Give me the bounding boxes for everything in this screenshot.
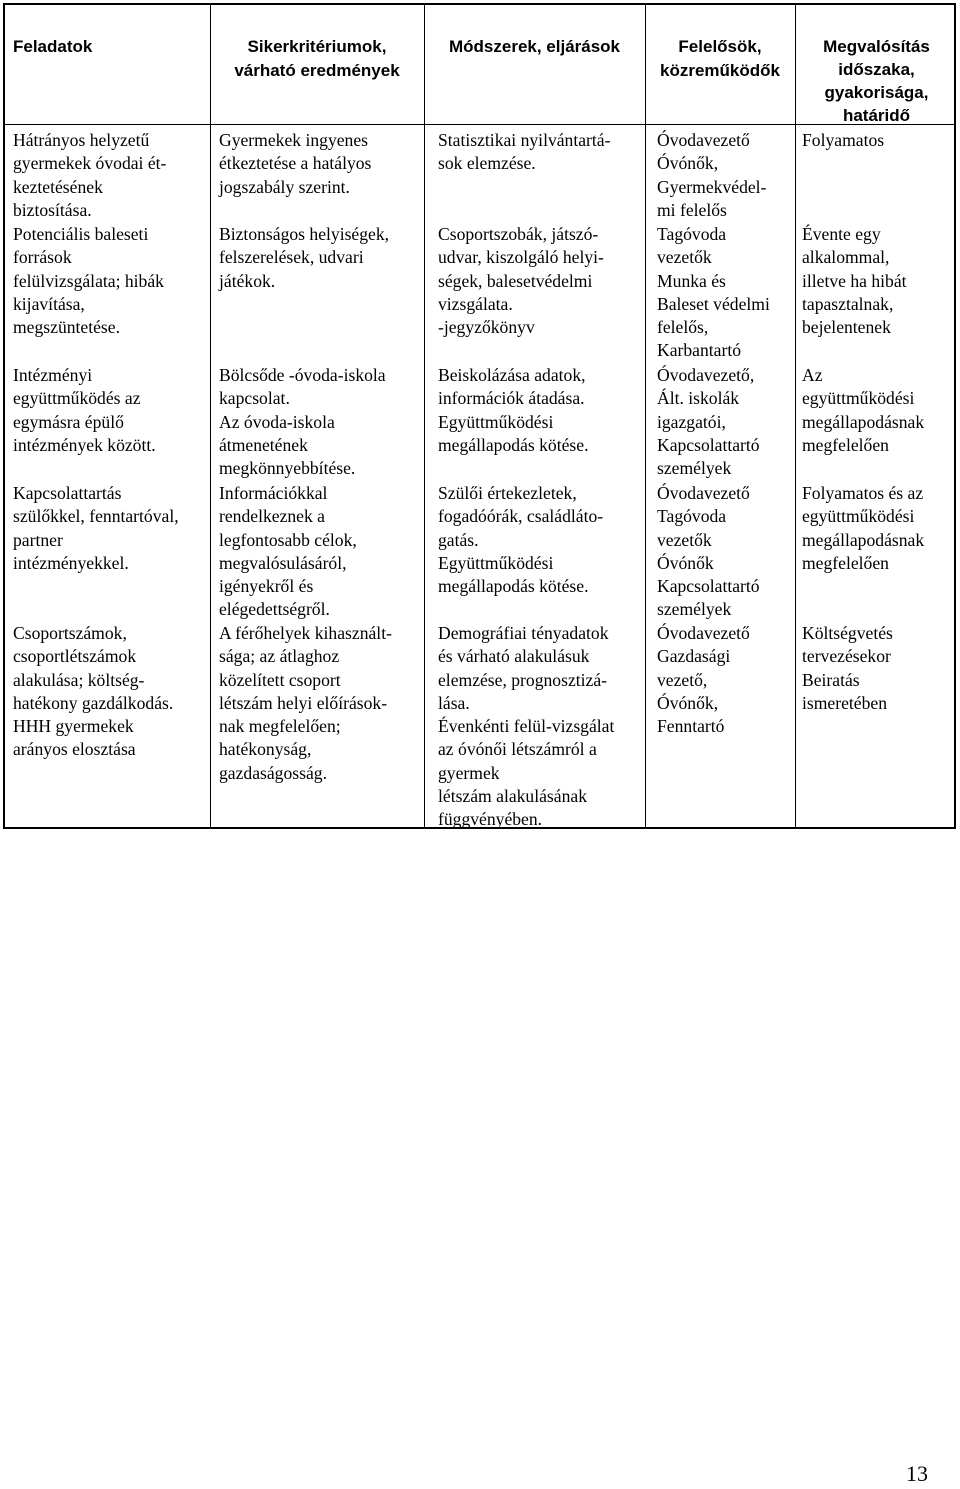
criteria-cell: Gyermekek ingyenes étkeztetése a hatályos jogszabály szerint. [219,130,372,197]
column-divider [645,5,646,827]
method-cell: Szülői értekezletek, fogadóórák, családláto- gatás. Együttműködési megállapodás kötése. [438,483,604,597]
timeframe-cell: Évente egy alkalommal, illetve ha hibát tapasztalnak, bejelentenek [802,224,907,338]
column-divider [424,5,425,827]
timeframe-cell: Folyamatos [802,130,885,150]
responsible-cell: Óvodavezető Óvónők, Gyermekvédel- mi felelős [657,130,767,220]
task-cell: Potenciális baleseti források felülvizsgálata; hibák kijavítása, megszüntetése. [13,224,164,338]
method-cell: Demográfiai tényadatok és várható alakulásuk elemzése, prognosztizá- lása. Évenkénti felül-vizsgálat az óvónői létszámról a gyermek létszám alakulásának függvényében. [438,623,615,830]
criteria-cell: Információkkal rendelkeznek a legfontosabb célok, megvalósulásáról, igényekről és elégedettségről. [219,483,357,620]
responsible-cell: Tagóvoda vezetők Munka és Baleset védelmi felelős, Karbantartó [657,224,770,361]
task-cell: Hátrányos helyzetű gyermekek óvodai ét- keztetésének biztosítása. [13,130,167,220]
criteria-cell: Biztonságos helyiségek, felszerelések, udvari játékok. [219,224,390,291]
task-table [3,3,956,829]
header-sikerkriteriumok: Sikerkritériumok, várható eredmények [234,37,400,80]
column-divider [795,5,796,827]
header-megvalositas: Megvalósítás időszaka, gyakorisága, határidő [823,37,930,125]
column-divider [210,5,211,827]
header-felelosok: Felelősök, közreműködők [660,37,780,80]
responsible-cell: Óvodavezető Tagóvoda vezetők Óvónők Kapcsolattartó személyek [657,483,760,620]
timeframe-cell: Az együttműködési megállapodásnak megfelelően [802,365,925,455]
header-feladatok: Feladatok [13,37,93,56]
task-cell: Kapcsolattartás szülőkkel, fenntartóval, partner intézményekkel. [13,483,179,573]
page-number: 13 [906,1461,928,1486]
task-cell: Csoportszámok, csoportlétszámok alakulása; költség- hatékony gazdálkodás. HHH gyermekek arányos elosztása [13,623,174,760]
method-cell: Statisztikai nyilvántartá- sok elemzése. [438,130,611,174]
criteria-cell: A férőhelyek kihasznált- sága; az átlaghoz közelített csoport létszám helyi előírások- nak megfelelően; hatékonyság, gazdaságosság. [219,623,392,783]
criteria-cell: Bölcsőde -óvoda-iskola kapcsolat. Az óvoda-iskola átmenetének megkönnyebbítése. [219,365,386,479]
timeframe-cell: Folyamatos és az együttműködési megállapodásnak megfelelően [802,483,925,573]
responsible-cell: Óvodavezető Gazdasági vezető, Óvónők, Fenntartó [657,623,750,737]
task-cell: Intézményi együttműködés az egymásra épülő intézmények között. [13,365,156,455]
responsible-cell: Óvodavezető, Ált. iskolák igazgatói, Kapcsolattartó személyek [657,365,760,479]
header-modszerek: Módszerek, eljárások [448,37,621,56]
method-cell: Beiskolázása adatok, információk átadása. Együttműködési megállapodás kötése. [438,365,589,455]
method-cell: Csoportszobák, játszó- udvar, kiszolgáló helyi- ségek, balesetvédelmi vizsgálata. -jegyzőkönyv [438,224,604,338]
timeframe-cell: Költségvetés tervezésekor Beiratás ismeretében [802,623,893,713]
